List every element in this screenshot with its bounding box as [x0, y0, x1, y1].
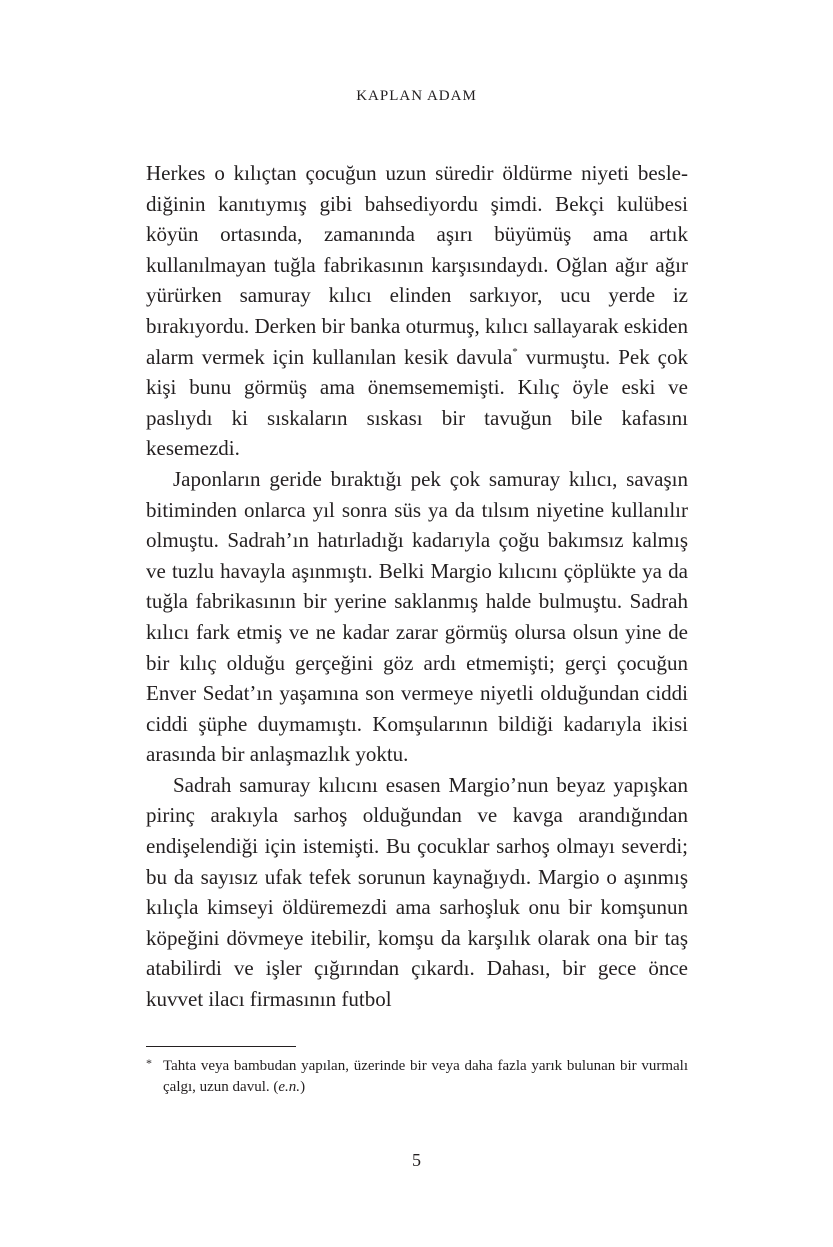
- footnote-closing: ): [300, 1079, 306, 1095]
- page-number: 5: [412, 1150, 421, 1170]
- paragraph-1: [146, 158, 688, 464]
- paragraph-1-part-1: Herkes o kılıçtan çocuğun uzun süredir öldürme niyeti beslediğinin kanıtıymış gibi bahsediyordu şimdi. Bekçi kulübesi köyün ortasında, zamanında aşırı büyümüş ama artık kullanılmayan tuğla fabrikasının karşısındaydı. Oğlan ağır ağır yürürken samuray kılıcı elinden sarkıyor, ucu yerde iz bırakıyordu. Derken bir banka oturmuş, kılıcı sallayarak eskiden alarm vermek için kullanılan kesik davula: [146, 161, 688, 369]
- footnote: [146, 1056, 688, 1098]
- footnote-divider: [146, 1046, 296, 1047]
- footnote-marker: *: [146, 1056, 152, 1070]
- paragraph-1-part-2: vurmuştu. Pek çok kişi bunu görmüş ama önemsememişti. Kılıç öyle eski ve paslıydı ki sıskaların sıskası bir tavuğun bile kafasını kesemezdi.: [146, 344, 689, 461]
- body-text: [146, 158, 688, 1015]
- footnote-text-block: [163, 1056, 688, 1098]
- paragraph-3: Sadrah samuray kılıcını esasen Margio’nun beyaz yapışkan pirinç arakıyla sarhoş olduğundan ve kavga arandığından endişelendiği için istemişti. Bu çocuklar sarhoş olmayı severdi; bu da sayısız ufak tefek sorunun kaynağıydı. Margio o aşınmış kılıçla kimseyi öldüremezdi ama sarhoşluk onu bir komşunun köpeğini dövmeye itebilir, komşu da karşılık olarak ona bir taş atabilirdi ve işler çığırından çıkardı. Dahası, bir gece önce kuvvet ilacı firmasının futbol: [146, 772, 688, 1012]
- footnote-abbreviation: e.n.: [278, 1079, 301, 1095]
- footnote-text: Tahta veya bambudan yapılan, üzerinde bir veya daha fazla yarık bulunan bir vurmalı çalgı, uzun davul. (: [163, 1058, 688, 1095]
- paragraph-2: Japonların geride bıraktığı pek çok samuray kılıcı, savaşın bitiminden onlarca yıl sonra süs ya da tılsım niyetine kullanılır olmuştu. Sadrah’ın hatırladığı kadarıyla çoğu bakımsız kalmış ve tuzlu havayla aşınmıştı. Belki Margio kılıcını çöplükte ya da tuğla fabrikasının bir yerine saklanmış halde bulmuştu. Sadrah kılıcı fark etmiş ve ne kadar zarar görmüş olursa olsun yine de bir kılıç olduğu gerçeğini göz ardı etmemişti; gerçi çocuğun Enver Sedat’ın yaşamına son vermeye niyetli olduğundan ciddi ciddi şüphe duymamıştı. Komşularının bildiği kadarıyla ikisi arasında bir anlaşmazlık yoktu.: [146, 466, 688, 767]
- running-head: KAPLAN ADAM: [356, 88, 477, 104]
- footnote-reference: *: [512, 345, 518, 358]
